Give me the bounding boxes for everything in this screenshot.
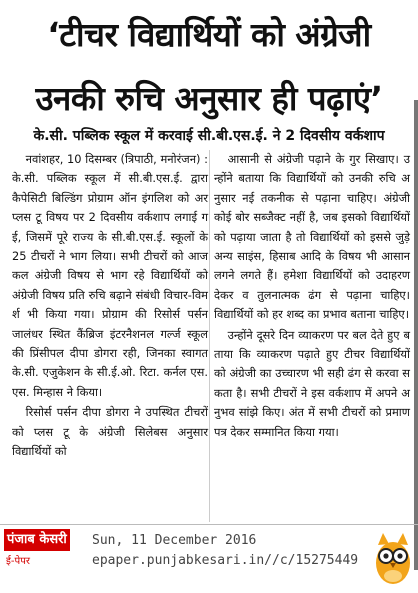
headline-line-2: उनकी रुचि अनुसार ही पढ़ाएं’ [35,79,383,118]
subheadline: के.सी. पब्लिक स्कूल में करवाई सी.बी.एस.ई. ने 2 दिवसीय वर्कशाप [33,128,385,144]
article-paragraph: नवांशहर, 10 दिसम्बर (त्रिपाठी, मनोरंजन) : के.सी. पब्लिक स्कूल में सी.बी.एस.ई. द्वारा कैपेसिटी बिल्डिंग प्रोग्राम ऑन इंगलिश को अर प्लस टू विषय पर 2 दिवसीय वर्कशाप लगाई गई, जिसमें पूरे राज्य के सी.बी.एस.ई. स्कूलों के 25 टीचरों ने भाग लिया। सभी टीचरों को आजकल अंग्रेजी विषय से भाग रहे विद्यार्थियों को अंग्रेजी विषय प्रति रुचि बढ़ाने संबंधी विचार-विमर्श भी किया गया। प्रोग्राम की रिसोर्स पर्सन जालंधर स्थित कैंब्रिज इंटरनैशनल गर्ल्ज स्कूल की प्रिंसीपल दीपा डोगरा रही, जिनका स्वागत के.सी. एजुकेशन के सी.ई.ओ. रिटा. कर्नल एस.एस. मिन्हास ने किया। [12,152,208,399]
logo-name: पंजाब केसरी [4,529,70,551]
article-right-column [214,150,410,442]
owl-icon [372,529,414,587]
publish-date: Sun, 11 December 2016 [92,533,257,548]
article-left-column [12,150,208,462]
epaper-footer [0,524,418,593]
page-edge-band [414,100,418,570]
logo-subtitle: ई-पेपर [6,556,30,567]
column-divider [209,150,210,522]
punjab-kesari-logo[interactable] [4,529,84,573]
article-paragraph: आसानी से अंग्रेजी पढ़ाने के गुर सिखाए। उन्होंने बताया कि विद्यार्थियों को उनकी रुचि अनुसार नई तकनीक से पढ़ाना चाहिए। अंग्रेजी कोई बोर सब्जैक्ट नहीं है, जब इसको विद्यार्थियों को पढ़ाया जाता है तो विद्यार्थियों को इससे जुड़े अन्य साइंस, हिसाब आदि के विषय भी आसान लगने लगते हैं। हमेशा विद्यार्थियों को उदाहरण देकर व तुलनात्मक ढंग से पढ़ाना चाहिए। विद्यार्थियों को हर शब्द का प्रभाव बताना चाहिए। [214,152,410,322]
article-paragraph: रिसोर्स पर्सन दीपा डोगरा ने उपस्थित टीचरों को प्लस टू के अंग्रेजी सिलेबस अनुसार विद्यार्थियों को [12,405,208,459]
article-paragraph: उन्होंने दूसरे दिन व्याकरण पर बल देते हुए बताया कि व्याकरण पढ़ाते हुए टीचर विद्यार्थियों को अंग्रेजी का उच्चारण भी सही ढंग से करवा सकता है। सभी टीचरों ने इस वर्कशाप में अपने अनुभव सांझे किए। अंत में सभी टीचरों को प्रमाण पत्र देकर सम्मानित किया गया। [214,327,410,439]
epaper-url[interactable]: epaper.punjabkesari.in//c/15275449 [92,553,359,568]
headline-line-1: ‘टीचर विद्यार्थियों को अंग्रेजी [47,15,371,54]
